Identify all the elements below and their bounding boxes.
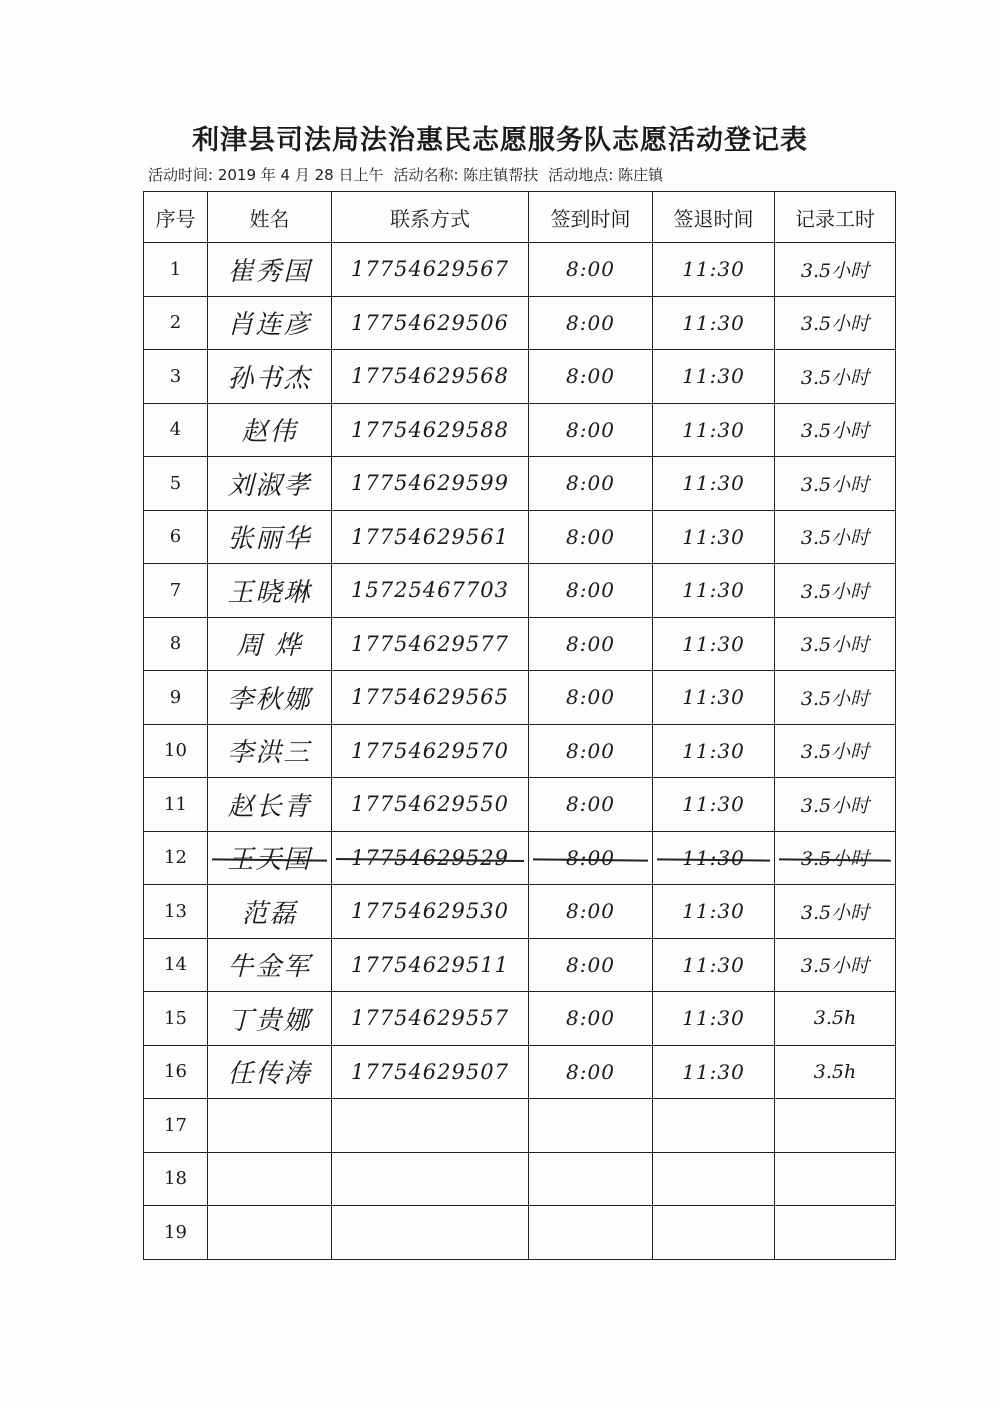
table-row	[144, 350, 896, 404]
table-row	[144, 510, 896, 564]
volunteer-name: 李洪三	[208, 724, 332, 778]
table-row	[144, 671, 896, 725]
recorded-hours: 3.5h	[775, 992, 896, 1046]
row-number: 5	[144, 457, 208, 511]
table-row	[144, 617, 896, 671]
recorded-hours: 3.5小时	[775, 724, 896, 778]
form-title: 利津县司法局法治惠民志愿服务队志愿活动登记表	[192, 125, 808, 156]
contact-phone: 17754629550	[332, 778, 529, 832]
row-number: 2	[144, 296, 208, 350]
table-row	[144, 564, 896, 618]
activity-time: 活动时间: 2019 年 4 月 28 日上午	[148, 166, 384, 184]
sign-in-time: 8:00	[529, 510, 653, 564]
sign-in-time: 8:00	[529, 885, 653, 939]
sign-in-time: 8:00	[529, 403, 653, 457]
volunteer-name: 李秋娜	[208, 671, 332, 725]
volunteer-name: 孙书杰	[208, 350, 332, 404]
contact-phone: 17754629577	[332, 617, 529, 671]
row-number: 19	[144, 1206, 208, 1260]
header-contact: 联系方式	[332, 192, 529, 243]
sign-out-time: 11:30	[653, 243, 775, 297]
sign-out-time	[653, 1206, 775, 1260]
sign-in-time: 8:00	[529, 350, 653, 404]
recorded-hours: 3.5h	[775, 1045, 896, 1099]
table-row	[144, 938, 896, 992]
recorded-hours: 3.5小时	[775, 510, 896, 564]
registration-table	[143, 191, 896, 1260]
table-row	[144, 1206, 896, 1260]
sign-in-time: 8:00	[529, 724, 653, 778]
row-number: 15	[144, 992, 208, 1046]
contact-phone: 17754629599	[332, 457, 529, 511]
sign-in-time: 8:00	[529, 671, 653, 725]
contact-phone: 17754629565	[332, 671, 529, 725]
row-number: 17	[144, 1099, 208, 1153]
contact-phone: 17754629588	[332, 403, 529, 457]
volunteer-name	[208, 1099, 332, 1153]
volunteer-name: 牛金军	[208, 938, 332, 992]
recorded-hours	[775, 1099, 896, 1153]
volunteer-name	[208, 1206, 332, 1260]
volunteer-name: 肖连彦	[208, 296, 332, 350]
row-number: 18	[144, 1152, 208, 1206]
table-row	[144, 724, 896, 778]
table-row	[144, 1099, 896, 1153]
sign-in-time: 8:00	[529, 992, 653, 1046]
header-sign-in: 签到时间	[529, 192, 653, 243]
sign-out-time: 11:30	[653, 350, 775, 404]
row-number: 1	[144, 243, 208, 297]
volunteer-name: 赵伟	[208, 403, 332, 457]
table-row	[144, 778, 896, 832]
contact-phone: 17754629561	[332, 510, 529, 564]
sign-in-time: 8:00	[529, 1045, 653, 1099]
recorded-hours: 3.5小时	[775, 243, 896, 297]
volunteer-name: 丁贵娜	[208, 992, 332, 1046]
table-row	[144, 1045, 896, 1099]
sign-out-time: 11:30	[653, 564, 775, 618]
sign-out-time: 11:30	[653, 831, 775, 885]
contact-phone: 17754629511	[332, 938, 529, 992]
sign-out-time: 11:30	[653, 885, 775, 939]
recorded-hours: 3.5小时	[775, 885, 896, 939]
row-number: 16	[144, 1045, 208, 1099]
sign-out-time	[653, 1152, 775, 1206]
contact-phone	[332, 1152, 529, 1206]
sign-in-time: 8:00	[529, 243, 653, 297]
row-number: 6	[144, 510, 208, 564]
activity-name: 活动名称: 陈庄镇帮扶	[393, 166, 539, 184]
sign-out-time: 11:30	[653, 671, 775, 725]
row-number: 14	[144, 938, 208, 992]
recorded-hours: 3.5小时	[775, 617, 896, 671]
header-hours: 记录工时	[775, 192, 896, 243]
recorded-hours: 3.5小时	[775, 296, 896, 350]
table-row	[144, 831, 896, 885]
table-header-row	[144, 192, 896, 243]
recorded-hours	[775, 1152, 896, 1206]
sign-out-time	[653, 1099, 775, 1153]
activity-info-line	[148, 164, 673, 185]
row-number: 8	[144, 617, 208, 671]
sign-out-time: 11:30	[653, 617, 775, 671]
table-row	[144, 296, 896, 350]
volunteer-name	[208, 1152, 332, 1206]
sign-out-time: 11:30	[653, 510, 775, 564]
sign-in-time: 8:00	[529, 778, 653, 832]
sign-in-time	[529, 1152, 653, 1206]
volunteer-name: 赵长青	[208, 778, 332, 832]
contact-phone	[332, 1099, 529, 1153]
recorded-hours: 3.5小时	[775, 403, 896, 457]
table-row	[144, 1152, 896, 1206]
volunteer-name: 刘淑孝	[208, 457, 332, 511]
contact-phone: 17754629570	[332, 724, 529, 778]
row-number: 9	[144, 671, 208, 725]
contact-phone: 17754629567	[332, 243, 529, 297]
table-row	[144, 992, 896, 1046]
contact-phone: 17754629557	[332, 992, 529, 1046]
sign-in-time: 8:00	[529, 564, 653, 618]
sign-out-time: 11:30	[653, 457, 775, 511]
sign-in-time: 8:00	[529, 617, 653, 671]
recorded-hours: 3.5小时	[775, 350, 896, 404]
sign-in-time	[529, 1206, 653, 1260]
contact-phone: 17754629529	[332, 831, 529, 885]
header-no: 序号	[144, 192, 208, 243]
volunteer-name: 王天国	[208, 831, 332, 885]
sign-in-time: 8:00	[529, 457, 653, 511]
row-number: 13	[144, 885, 208, 939]
recorded-hours	[775, 1206, 896, 1260]
contact-phone: 17754629530	[332, 885, 529, 939]
activity-place: 活动地点: 陈庄镇	[548, 166, 664, 184]
contact-phone: 17754629507	[332, 1045, 529, 1099]
header-sign-out: 签退时间	[653, 192, 775, 243]
table-row	[144, 403, 896, 457]
volunteer-name: 王晓琳	[208, 564, 332, 618]
sign-out-time: 11:30	[653, 296, 775, 350]
recorded-hours: 3.5小时	[775, 564, 896, 618]
contact-phone: 15725467703	[332, 564, 529, 618]
sign-out-time: 11:30	[653, 403, 775, 457]
row-number: 4	[144, 403, 208, 457]
sign-out-time: 11:30	[653, 938, 775, 992]
table-row	[144, 457, 896, 511]
sign-in-time: 8:00	[529, 296, 653, 350]
sign-out-time: 11:30	[653, 724, 775, 778]
table-row	[144, 243, 896, 297]
recorded-hours: 3.5小时	[775, 938, 896, 992]
sign-out-time: 11:30	[653, 1045, 775, 1099]
row-number: 3	[144, 350, 208, 404]
volunteer-name: 崔秀国	[208, 243, 332, 297]
contact-phone	[332, 1206, 529, 1260]
volunteer-name: 任传涛	[208, 1045, 332, 1099]
volunteer-name: 范磊	[208, 885, 332, 939]
contact-phone: 17754629568	[332, 350, 529, 404]
sign-in-time: 8:00	[529, 938, 653, 992]
header-name: 姓名	[208, 192, 332, 243]
contact-phone: 17754629506	[332, 296, 529, 350]
recorded-hours: 3.5小时	[775, 457, 896, 511]
recorded-hours: 3.5小时	[775, 671, 896, 725]
sign-in-time: 8:00	[529, 831, 653, 885]
row-number: 12	[144, 831, 208, 885]
row-number: 7	[144, 564, 208, 618]
volunteer-name: 张丽华	[208, 510, 332, 564]
row-number: 10	[144, 724, 208, 778]
recorded-hours: 3.5小时	[775, 831, 896, 885]
table-row	[144, 885, 896, 939]
sign-out-time: 11:30	[653, 992, 775, 1046]
sign-out-time: 11:30	[653, 778, 775, 832]
sign-in-time	[529, 1099, 653, 1153]
recorded-hours: 3.5小时	[775, 778, 896, 832]
row-number: 11	[144, 778, 208, 832]
volunteer-name: 周 烨	[208, 617, 332, 671]
